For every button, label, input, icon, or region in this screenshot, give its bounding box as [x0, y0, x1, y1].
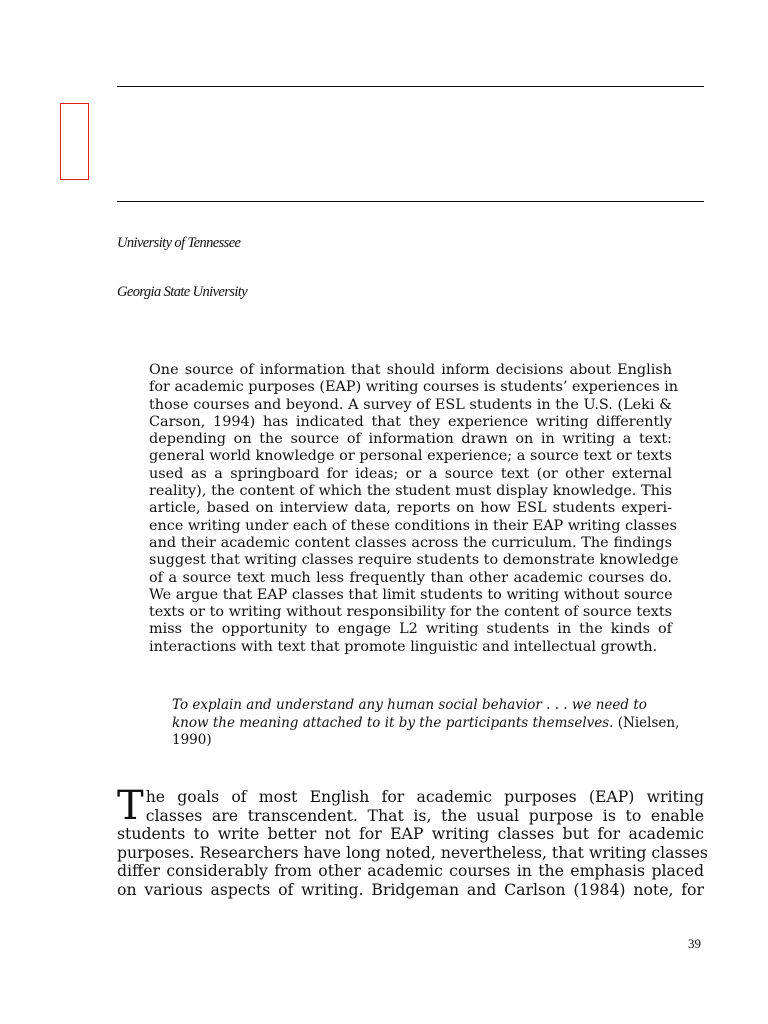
red-annotation-box — [60, 103, 89, 180]
abstract-line: general world knowledge or personal experience; a source text or texts — [149, 448, 672, 465]
abstract-line: suggest that writing classes require students to demonstrate knowledge — [149, 552, 679, 569]
page-number: 39 — [688, 936, 701, 951]
dropcap-lines — [146, 788, 704, 825]
body-line: classes are transcendent. That is, the usual purpose is to enable — [145, 805, 704, 825]
body-line: purposes. Researchers have long noted, nevertheless, that writing classes — [117, 842, 708, 862]
affiliation-2: Georgia State University — [117, 284, 248, 300]
abstract-line: interactions with text that promote linguistic and intellectual growth. — [149, 638, 658, 655]
body-line: differ considerably from other academic courses in the emphasis placed — [117, 861, 704, 880]
abstract-line: depending on the source of information drawn on in writing a text: — [149, 431, 672, 448]
abstract-line: for academic purposes (EAP) writing courses is students’ experiences in — [149, 379, 679, 396]
abstract-line: ence writing under each of these conditions in their EAP writing classes — [149, 517, 677, 534]
abstract-line: One source of information that should inform decisions about English — [149, 362, 672, 378]
abstract-line: and their academic content classes across the curriculum. The findings — [149, 534, 672, 551]
body-line: he goals of most English for academic purposes (EAP) writing — [145, 787, 704, 806]
epigraph-citation-year: 1990) — [172, 732, 212, 749]
epigraph-line — [172, 714, 680, 733]
top-rule — [117, 86, 704, 87]
body-text — [117, 783, 708, 899]
abstract-line: article, based on interview data, reports on how ESL students experi- — [149, 500, 672, 517]
abstract-line: texts or to writing without responsibility for the content of source texts — [149, 604, 672, 621]
abstract-line: used as a springboard for ideas; or a source text (or other external — [149, 465, 672, 482]
epigraph-citation: (Nielsen, — [613, 714, 680, 731]
abstract-line: reality), the content of which the student must display knowledge. This — [149, 483, 672, 500]
abstract-line: those courses and beyond. A survey of ESL students in the U.S. (Leki & — [149, 396, 672, 413]
abstract-line: miss the opportunity to engage L2 writing students in the kinds of — [149, 621, 672, 638]
abstract-line: We argue that EAP classes that limit students to writing without source — [149, 586, 673, 603]
epigraph-quote: To explain and understand any human social behavior . . . we need to — [172, 697, 647, 713]
abstract — [149, 362, 679, 656]
body-line: on various aspects of writing. Bridgeman and Carlson (1984) note, for — [117, 879, 704, 899]
epigraph — [172, 697, 680, 750]
bottom-rule — [117, 201, 704, 202]
dropcap-block — [117, 783, 704, 829]
affiliation-1: University of Tennessee — [117, 235, 241, 251]
abstract-line: of a source text much less frequently than other academic courses do. — [149, 569, 672, 586]
abstract-line: Carson, 1994) has indicated that they experience writing differently — [149, 413, 672, 430]
body-line: students to write better not for EAP writing classes but for academic — [117, 824, 704, 843]
epigraph-quote: know the meaning attached to it by the participants themselves. — [172, 714, 614, 731]
epigraph-line — [172, 697, 652, 715]
drop-cap: T — [117, 783, 144, 829]
